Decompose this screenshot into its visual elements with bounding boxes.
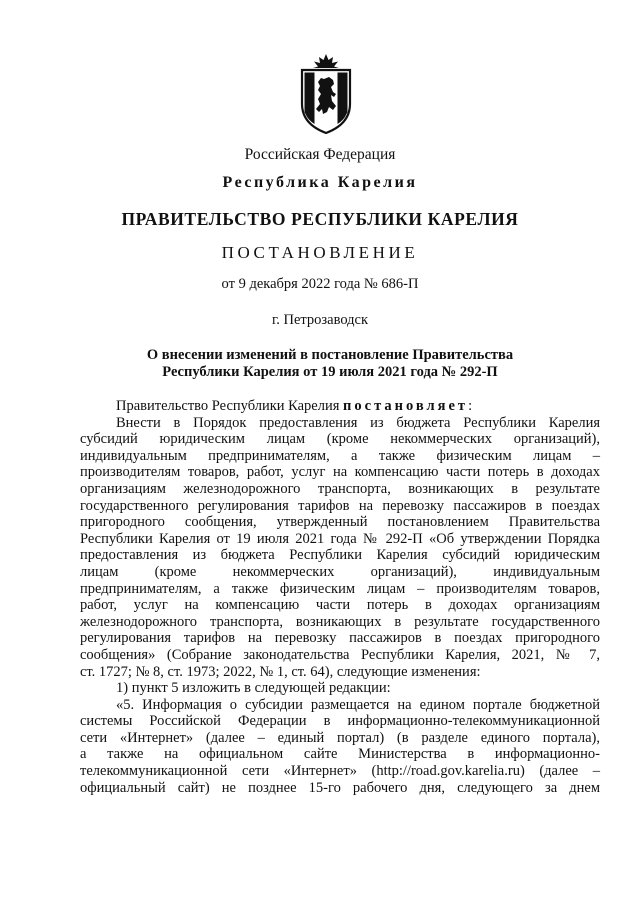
body-line: работ, услуг на компенсацию части потерь в доходах организациям	[80, 597, 600, 614]
subject-line: Республики Карелия от 19 июля 2021 года № 292-П	[162, 364, 498, 380]
body-line: предпринимателям, а также физическим лицам – производителям товаров,	[80, 580, 600, 597]
karelia-coat-of-arms-icon	[298, 54, 354, 134]
quote-line: сети «Интернет» (далее – единый портал) (в разделе единого портала),	[80, 729, 600, 746]
body-line: организациям железнодорожного транспорта, возникающих в результате	[80, 480, 600, 497]
body-line: регулирования тарифов на перевозку пассажиров в поездах пригородного	[80, 630, 600, 647]
city: г. Петрозаводск	[271, 312, 369, 328]
country-name: Российская Федерация	[244, 146, 396, 163]
intro-suffix: :	[468, 398, 473, 414]
quote-line: а также на официальном сайте Министерства в информационно-	[80, 746, 600, 763]
quote-line: «5. Информация о субсидии размещается на едином портале бюджетной	[116, 696, 600, 713]
quote-line: официальный сайт) не позднее 15-го рабочего дня, следующего за днем	[80, 779, 600, 796]
body-line: ст. 1727; № 8, ст. 1973; 2022, № 1, ст. 64), следующие изменения:	[80, 663, 481, 680]
quote-line: телекоммуникационной сети «Интернет» (http://road.gov.karelia.ru) (далее –	[80, 763, 600, 780]
body-line: индивидуальным предпринимателям, а также физическим лицам –	[80, 447, 600, 464]
intro-decree-word: постановляет	[343, 398, 469, 414]
body-line: предоставления из бюджета Республики Карелия субсидий юридическим	[80, 547, 600, 564]
body-line: субсидий юридическим лицам (кроме некоммерческих организаций),	[80, 431, 600, 448]
item-1: 1) пункт 5 изложить в следующей редакции:	[116, 680, 391, 697]
body-line: лицам (кроме некоммерческих организаций), индивидуальным	[80, 563, 600, 580]
document-subject	[80, 347, 580, 381]
quote-line: системы Российской Федерации в информационно-телекоммуникационной	[80, 713, 600, 730]
body-line: Республики Карелия от 19 июля 2021 года № 292-П «Об утверждении Порядка	[80, 530, 600, 547]
body-line: сообщения» (Собрание законодательства Республики Карелия, 2021, № 7,	[80, 646, 600, 663]
date-number: от 9 декабря 2022 года № 686-П	[221, 276, 419, 292]
intro-prefix: Правительство Республики Карелия	[116, 398, 344, 414]
body-line: железнодорожного транспорта, возникающих в результате государственного	[80, 613, 600, 630]
body-line: государственного регулирования тарифов на перевозку пассажиров в поездах	[80, 497, 600, 514]
body-line: пригородного сообщения, утвержденный постановлением Правительства	[80, 514, 600, 531]
government-name: ПРАВИТЕЛЬСТВО РЕСПУБЛИКИ КАРЕЛИЯ	[121, 209, 519, 229]
intro-paragraph	[80, 398, 600, 415]
document-body	[80, 398, 600, 796]
body-line: производителям товаров, работ, услуг на компенсацию части потерь в доходах	[80, 464, 600, 481]
subject-line: О внесении изменений в постановление Правительства	[146, 347, 514, 363]
body-line: Внести в Порядок предоставления из бюджета Республики Карелия	[116, 414, 600, 431]
republic-name: Республика Карелия	[222, 174, 418, 191]
document-type: ПОСТАНОВЛЕНИЕ	[221, 243, 419, 262]
